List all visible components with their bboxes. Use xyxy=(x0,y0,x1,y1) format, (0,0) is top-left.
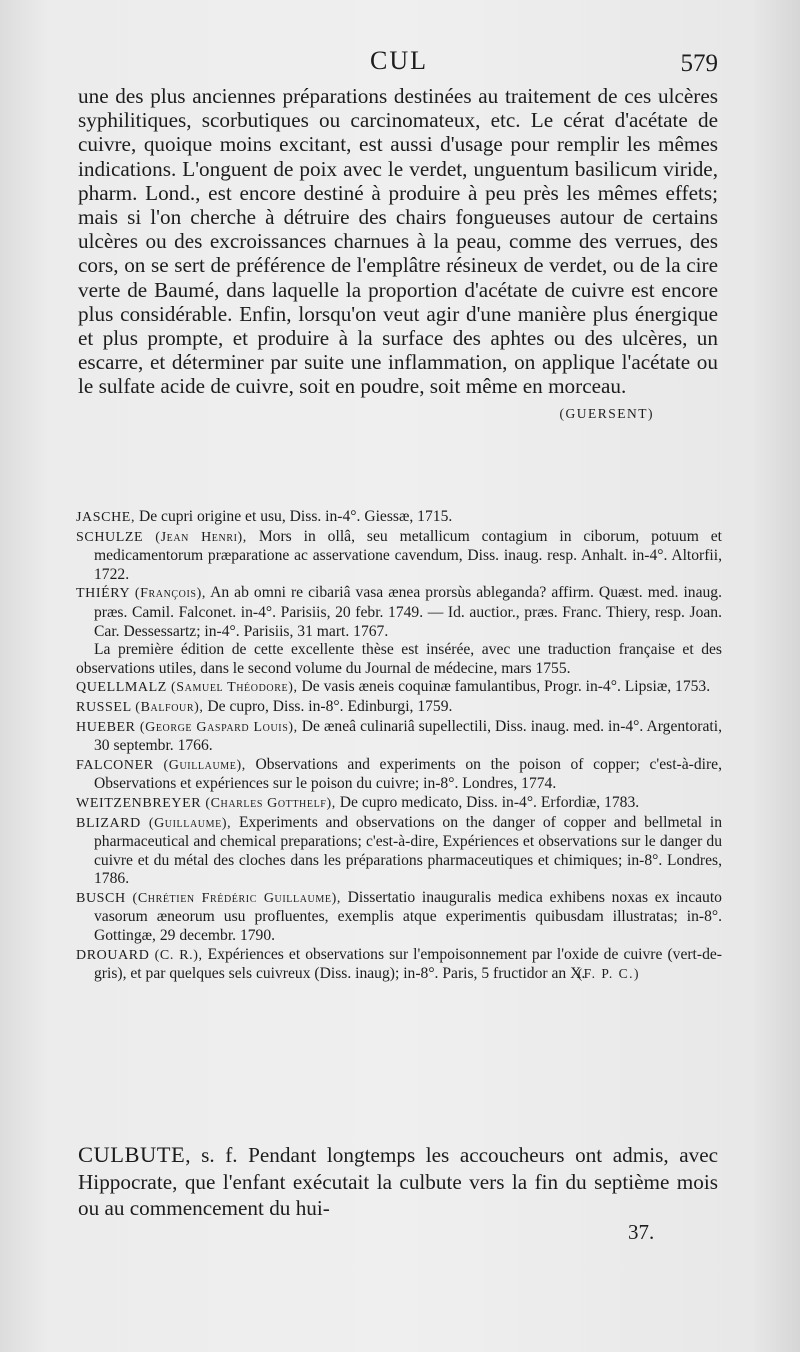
bibliography-text: La première édition de cette excellente thèse est insérée, avec une traduction française et des observations utiles, dans le second volume du Journal de médecine, mars 1755. xyxy=(76,641,722,677)
signature-mark: 37. xyxy=(628,1220,655,1244)
bibliography-text: Expériences et observations sur l'empoisonnement par l'oxide de cuivre (vert-de-gris), et par quelques sels cuivreux (Diss. inaug); in-8°. Paris, 5 fructidor an X. xyxy=(94,945,722,983)
article-body xyxy=(78,84,718,426)
bibliography xyxy=(76,508,722,984)
bibliography-text: De vasis æneis coquinæ famulantibus, Progr. in-4°. Lipsiæ, 1753. xyxy=(301,678,711,696)
bibliography-author: WEITZENBREYER (Charles Gotthelf), xyxy=(76,795,336,811)
bibliography-author: THIÉRY (François), xyxy=(76,586,206,602)
bibliography-entry xyxy=(76,814,722,889)
bibliography-signature: (F. P. C.) xyxy=(577,966,640,982)
bibliography-entry xyxy=(76,718,722,756)
bibliography-author: BLIZARD (Guillaume), xyxy=(76,815,232,831)
bibliography-entry xyxy=(76,889,722,946)
bibliography-text: De cupro medicato, Diss. in-4°. Erfordiæ, 1783. xyxy=(339,793,640,811)
bibliography-entry xyxy=(76,698,722,718)
bibliography-author: SCHULZE (Jean Henri), xyxy=(76,529,247,545)
bibliography-author: BUSCH (Chrétien Frédéric Guillaume), xyxy=(76,890,341,906)
bibliography-author: QUELLMALZ (Samuel Théodore), xyxy=(76,680,298,696)
body-signature: (GUERSENT) xyxy=(559,405,654,421)
bibliography-entry xyxy=(76,584,722,641)
bibliography-author: HUEBER (George Gaspard Louis), xyxy=(76,719,298,735)
bibliography-note xyxy=(76,641,722,678)
bibliography-entry xyxy=(76,756,722,794)
culbute-text: , s. f. Pendant longtemps les accoucheurs ont admis, avec Hippocrate, que l'enfant exécutait la culbute vers la fin du septième mois ou au commencement du hui- xyxy=(78,1143,718,1220)
bibliography-text: Experiments and observations on the danger of copper and bellmetal in pharmaceutical and chemical preparations; c'est-à-dire, Expériences et observations sur le danger du cuivre et du métal des cloches dans les préparations pharmaceutiques et chimiques; in-8°. Londres, 1786. xyxy=(94,813,722,888)
bibliography-author: DROUARD (C. R.), xyxy=(76,947,203,963)
bibliography-text: Observations and experiments on the poison of copper; c'est-à-dire, Observations et expériences sur le poison du cuivre; in-8°. Londres, 1774. xyxy=(94,755,723,793)
culbute-entry xyxy=(78,1142,718,1222)
bibliography-text: De cupro, Diss. in-8°. Edinburgi, 1759. xyxy=(207,697,453,715)
bibliography-author: RUSSEL (Balfour), xyxy=(76,699,204,715)
bibliography-author: FALCONER (Guillaume), xyxy=(76,757,246,773)
running-head-title: CUL xyxy=(370,46,428,75)
bibliography-entry xyxy=(76,508,722,528)
culbute-headword: CULBUTE xyxy=(78,1142,186,1167)
bibliography-entry xyxy=(76,946,722,984)
bibliography-text: De æneâ culinariâ supellectili, Diss. inaug. med. in-4°. Argentorati, 30 septembr. 1766. xyxy=(94,717,722,755)
bibliography-text: An ab omni re cibariâ vasa ænea prorsùs ableganda? affirm. Quæst. med. inaug. præs. Camil. Falconet. in-4°. Parisiis, 20 febr. 1749. — Id. auctior., præs. Franc. Thiery, resp. Joan. Car. Dessessartz; in-4°. Parisiis, 31 mart. 1767. xyxy=(94,584,722,640)
bibliography-entry xyxy=(76,528,722,585)
bibliography-text: De cupri origine et usu, Diss. in-4°. Giessæ, 1715. xyxy=(138,508,453,525)
body-paragraph: une des plus anciennes préparations destinées au traitement de ces ulcères syphilitiques, scorbutiques ou carcinomateux, etc. Le cérat d'acétate de cuivre, quoique moins excitant, est aussi d'usage pour remplir les mêmes indications. L'onguent de poix avec le verdet, unguentum basilicum viride, pharm. Lond., est encore destiné à produire à peu près les mêmes effets; mais si l'on cherche à détruire des chairs fongueuses autour de certains ulcères ou des excroissances charnues à la peau, comme des verrues, des cors, on se sert de préférence de l'emplâtre résineux de verdet, ou de la cire verte de Baumé, dans laquelle la proportion d'acétate de cuivre est encore plus considérable. Enfin, lorsqu'on veut agir d'une manière plus énergique et plus prompte, et produire à la surface des aphtes ou des ulcères, un escarre, et déterminer par suite une inflammation, on applique l'acétate ou le sulfate acide de cuivre, soit en poudre, soit même en morceau. xyxy=(78,84,718,399)
page-number: 579 xyxy=(680,50,718,77)
bibliography-text: Mors in ollâ, seu metallicum contagium in ciborum, potuum et medicamentorum præparatione ac asservatione cavendum, Diss. inaug. resp. Anhalt. in-4°. Altorfii, 1722. xyxy=(94,527,722,583)
running-head xyxy=(78,46,718,82)
bibliography-entry xyxy=(76,794,722,814)
bibliography-author: JASCHE, xyxy=(76,510,136,525)
bibliography-entry xyxy=(76,678,722,698)
bibliography-text: Dissertatio inauguralis medica exhibens noxas ex incauto vasorum æneorum usu profluentes, exemplis atque experimentis quibusdam illustratas; in-8°. Gottingæ, 29 decembr. 1790. xyxy=(94,888,722,945)
